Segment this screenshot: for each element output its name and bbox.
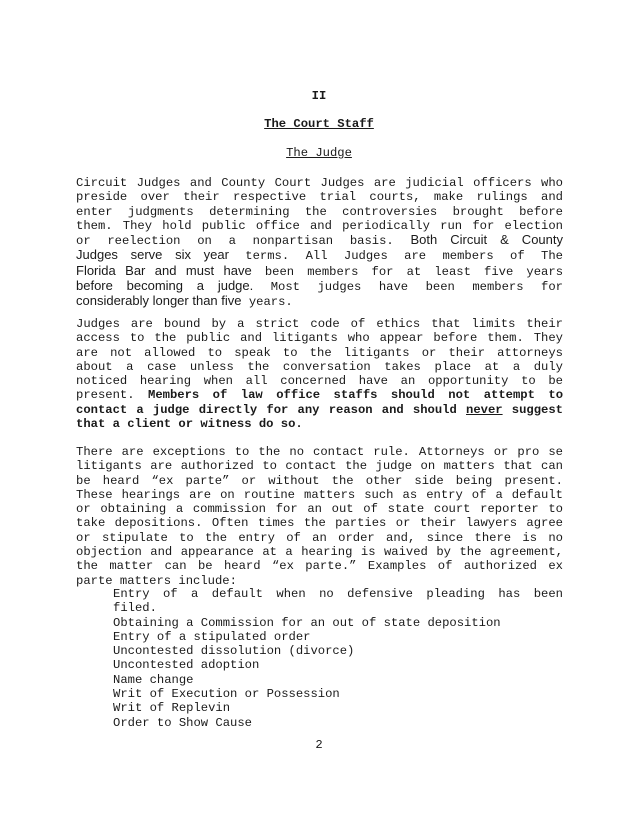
text-run: terms. All Judges are members of The — [228, 249, 563, 264]
bold-warning-text: suggest — [502, 402, 563, 417]
paragraph-line: or obtaining a commission for an out of state court reporter to — [76, 502, 563, 517]
section-subtitle: The Judge — [286, 146, 352, 160]
paragraph-judges-description — [76, 176, 563, 310]
paragraph-line: objection and appearance at a hearing is waived by the agreement, — [76, 545, 563, 560]
paragraph-line: take depositions. Often times the parties or their lawyers agree — [76, 516, 563, 531]
paragraph-line — [76, 279, 563, 294]
text-run: present. — [76, 388, 148, 403]
paragraph-line: the matter can be heard “ex parte.” Examples of authorized ex — [76, 559, 563, 574]
list-item: Entry of a stipulated order — [113, 629, 311, 644]
ex-parte-matters-list — [113, 587, 563, 730]
text-run: been members for at least five years — [251, 264, 564, 279]
paragraph-line: about a case unless the conversation takes place at a duly — [76, 359, 563, 374]
text-run-sans: Both Circuit & County — [410, 232, 563, 248]
paragraph-line: preside over their respective trial courts, make rulings and — [76, 190, 563, 205]
paragraph-line: be heard “ex parte” or without the other side being present. — [76, 473, 563, 488]
underlined-emphasis: never — [466, 402, 503, 417]
page-number: 2 — [315, 738, 323, 752]
paragraph-line — [76, 233, 563, 248]
list-item: Order to Show Cause — [113, 715, 252, 730]
text-run-sans: Florida Bar and must have — [76, 262, 252, 278]
text-run-sans: considerably longer than five — [76, 293, 242, 309]
text-run: years. — [241, 295, 293, 310]
paragraph-line: parte matters include: — [76, 573, 237, 588]
paragraph-line: litigants are authorized to contact the judge on matters that can — [76, 459, 563, 474]
paragraph-line: noticed hearing when all concerned have an opportunity to be — [76, 374, 563, 389]
paragraph-line: enter judgments determining the controversies brought before — [76, 204, 563, 219]
list-item: Writ of Execution or Possession — [113, 687, 340, 702]
paragraph-line: are not allowed to speak to the litigants or their attorneys — [76, 345, 563, 360]
paragraph-line: that a client or witness do so. — [76, 417, 303, 432]
text-run: or reelection on a nonpartisan basis. — [76, 234, 411, 249]
paragraph-line: These hearings are on routine matters such as entry of a default — [76, 487, 563, 502]
paragraph-line — [76, 388, 563, 402]
paragraph-line: There are exceptions to the no contact rule. Attorneys or pro se — [76, 445, 563, 459]
list-item: Uncontested adoption — [113, 658, 260, 673]
list-item: Obtaining a Commission for an out of state deposition — [113, 615, 501, 630]
paragraph-line — [76, 403, 563, 417]
list-item: Entry of a default when no defensive pleading has been — [113, 587, 563, 601]
paragraph-line — [76, 294, 563, 309]
paragraph-line: access to the public and litigants who appear before them. They — [76, 331, 563, 346]
bold-warning-text: contact a judge directly for any reason and should — [76, 402, 467, 417]
paragraph-exceptions — [76, 445, 563, 588]
list-item: Name change — [113, 672, 194, 687]
list-item: Uncontested dissolution (divorce) — [113, 644, 355, 659]
list-item: filed. — [113, 601, 157, 616]
text-run-sans: before becoming a judge. — [76, 278, 254, 294]
paragraph-line: or stipulate to the entry of an order and, since there is no — [76, 530, 563, 545]
paragraph-line — [76, 264, 563, 279]
paragraph-line: Judges are bound by a strict code of ethics that limits their — [76, 317, 563, 331]
list-item: Writ of Replevin — [113, 701, 231, 716]
paragraph-ethics — [76, 317, 563, 431]
paragraph-line — [76, 248, 563, 263]
paragraph-line: Circuit Judges and County Court Judges are judicial officers who — [76, 176, 563, 190]
text-run: Most judges have been members for — [253, 280, 563, 295]
chapter-number: II — [311, 89, 327, 103]
bold-warning-text: Members of law office staffs should not attempt to — [148, 388, 564, 403]
text-run-sans: Judges serve six year — [76, 247, 229, 263]
paragraph-line: them. They hold public office and periodically run for election — [76, 218, 563, 233]
section-title: The Court Staff — [264, 117, 374, 131]
